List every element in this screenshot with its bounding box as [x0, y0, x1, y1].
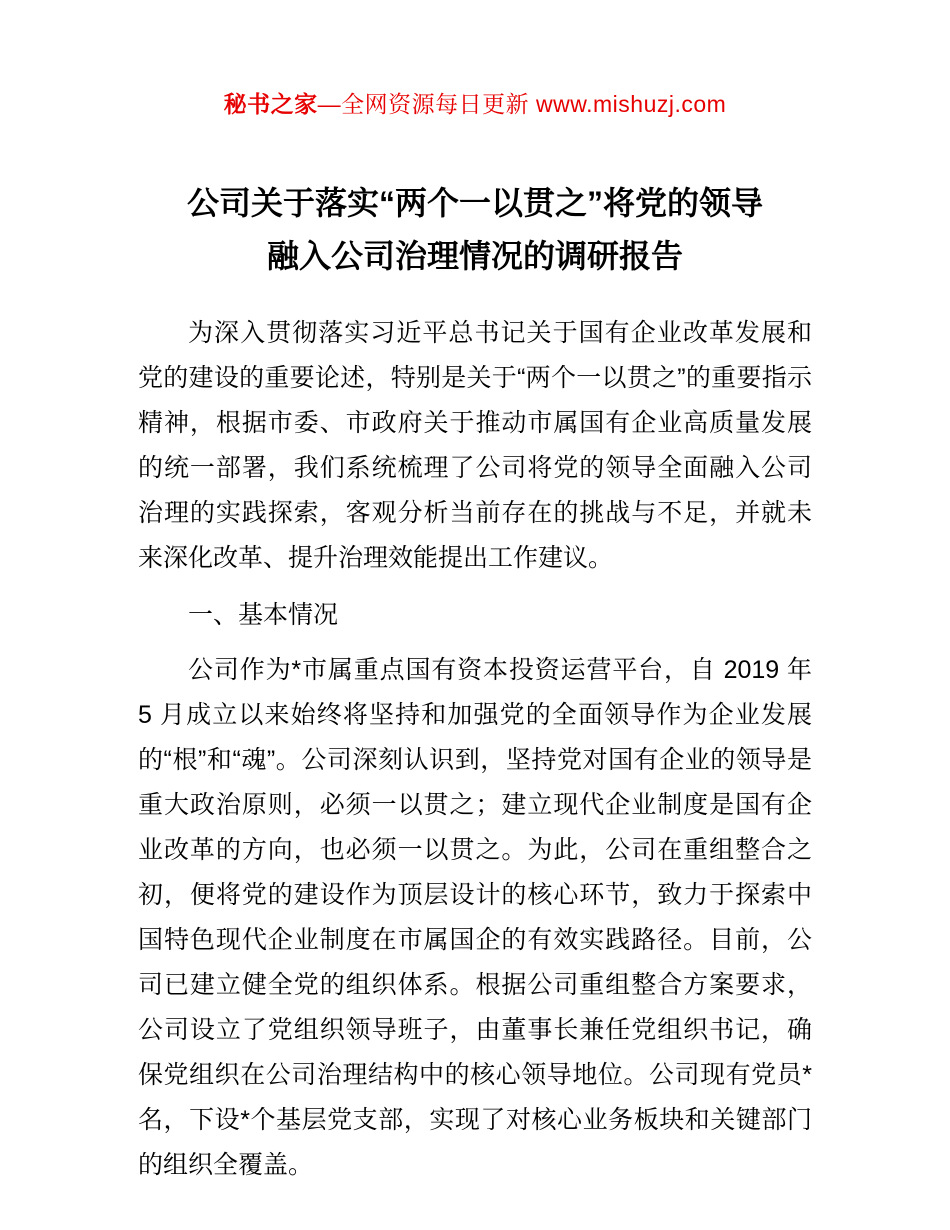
site-header	[0, 0, 950, 119]
intro-paragraph: 为深入贯彻落实习近平总书记关于国有企业改革发展和党的建设的重要论述，特别是关于“两个一以贯之”的重要指示精神，根据市委、市政府关于推动市属国有企业高质量发展的统一部署，我们系统梳理了公司将党的领导全面融入公司治理的实践探索，客观分析当前存在的挑战与不足，并就未来深化改革、提升治理效能提出工作建议。	[138, 319, 812, 573]
section1-paragraph: 公司作为*市属重点国有资本投资运营平台，自 2019 年 5 月成立以来始终将坚持和加强党的全面领导作为企业发展的“根”和“魂”。公司深刻认识到，坚持党对国有企业的领导是重大政治原则，必须一以贯之；建立现代企业制度是国有企业改革的方向，也必须一以贯之。为此，公司在重组整合之初，便将党的建设作为顶层设计的核心环节，致力于探索中国特色现代企业制度在市属国企的有效实践路径。目前，公司已建立健全党的组织体系。根据公司重组整合方案要求，公司设立了党组织领导班子，由董事长兼任党组织书记，确保党组织在公司治理结构中的核心领导地位。公司现有党员*名，下设*个基层党支部，实现了对核心业务板块和关键部门的组织全覆盖。	[138, 656, 812, 1180]
section-heading-basic-situation: 一、基本情况	[188, 601, 339, 630]
document-body	[0, 311, 950, 1188]
document-title-line1: 公司关于落实“两个一以贯之”将党的领导	[186, 185, 763, 221]
site-tagline: —全网资源每日更新 www.mishuzj.com	[317, 91, 727, 117]
document-title	[0, 177, 950, 283]
site-name: 秘书之家	[223, 91, 318, 117]
document-title-line2: 融入公司治理情况的调研报告	[266, 238, 683, 275]
